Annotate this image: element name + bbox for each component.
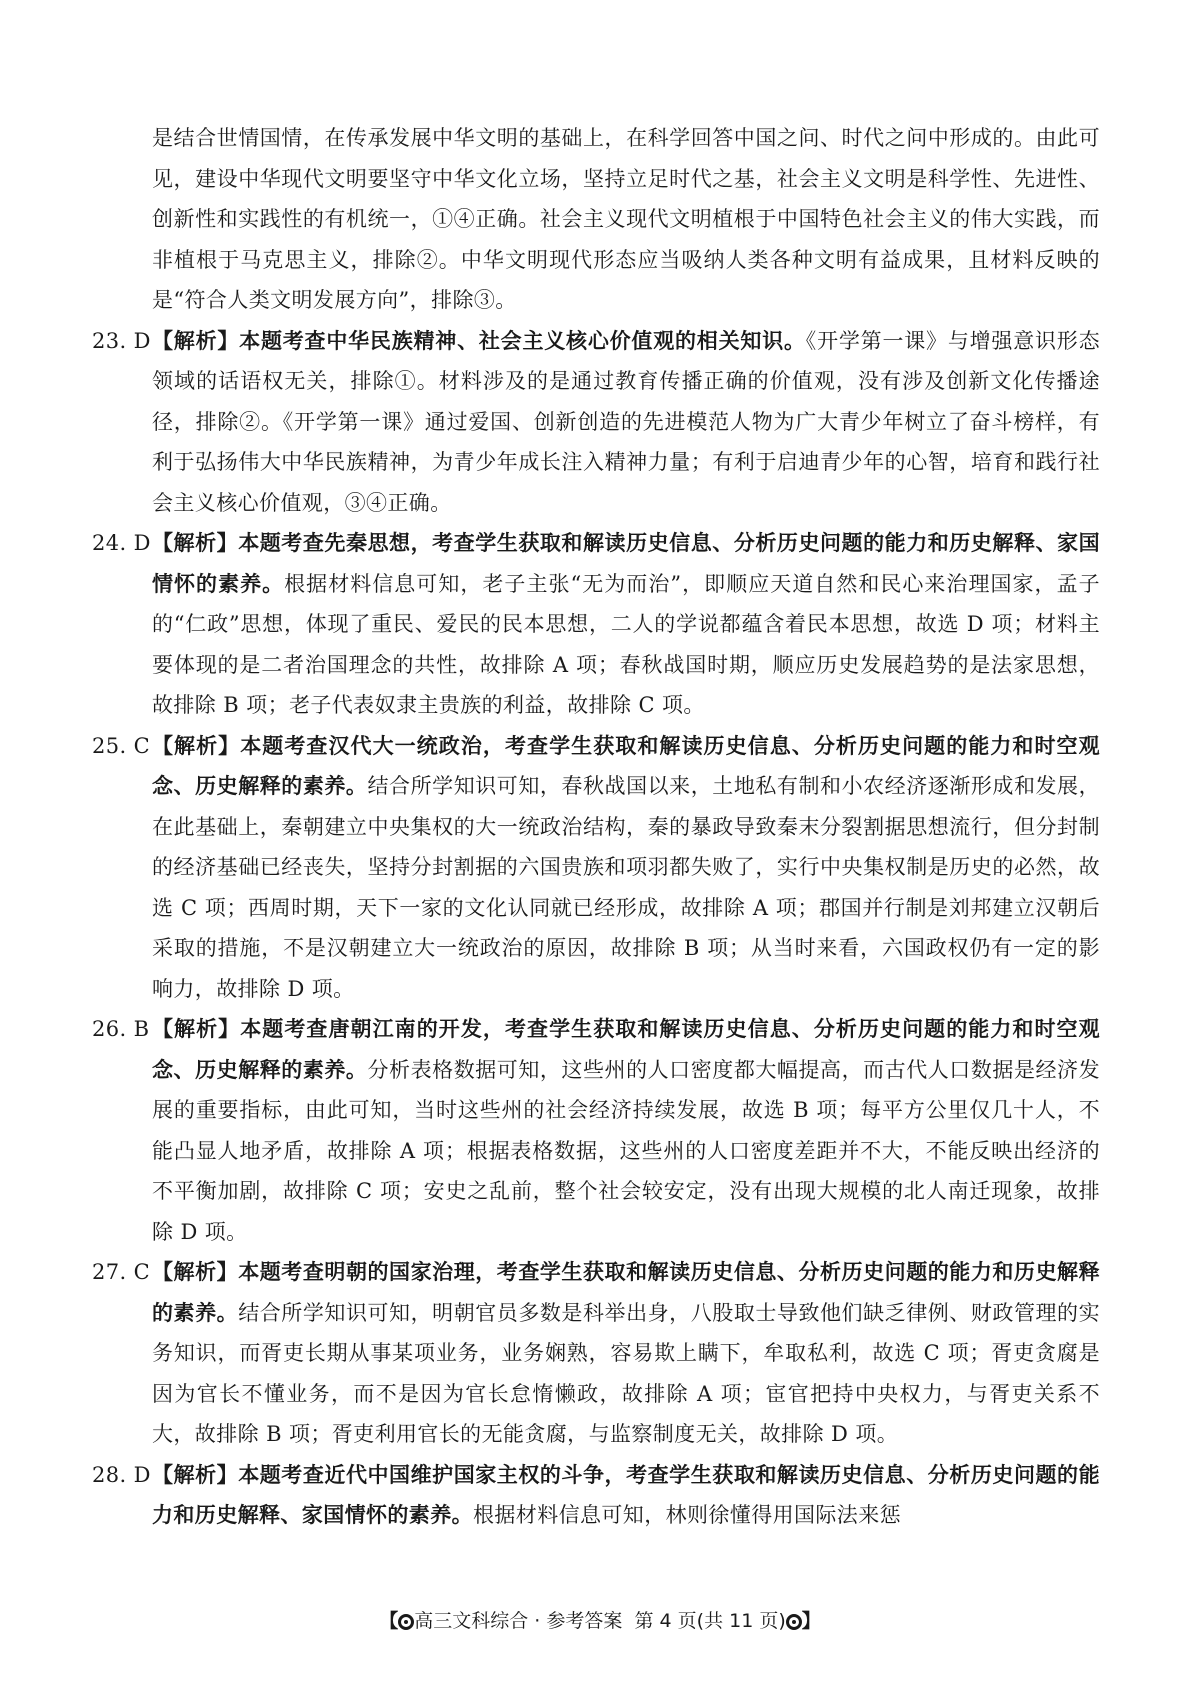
analysis-lead: 本题考查明朝的国家治理，考查学生获取和解读历史信息、分析历史问题的能力和历史解释的素养。 (152, 1260, 1100, 1325)
answer-number: 26. B (92, 1017, 150, 1041)
answer-item (92, 1455, 1100, 1536)
analysis-body: 《开学第一课》与增强意识形态领域的话语权无关，排除①。材料涉及的是通过教育传播正确的价值观，没有涉及创新文化传播途径，排除②。《开学第一课》通过爱国、创新创造的先进模范人物为广大青少年树立了奋斗榜样，有利于弘扬伟大中华民族精神，为青少年成长注入精神力量；有利于启迪青少年的心智，培育和践行社会主义核心价值观，③④正确。 (152, 328, 1100, 515)
continuation-paragraph: 是结合世情国情，在传承发展中华文明的基础上，在科学回答中国之问、时代之问中形成的。由此可见，建设中华现代文明要坚守中华文化立场，坚持立足时代之基，社会主义文明是科学性、先进性、创新性和实践性的有机统一，①④正确。社会主义现代文明植根于中国特色社会主义的伟大实践，而非植根于马克思主义，排除②。中华文明现代形态应当吸纳人类各种文明有益成果，且材料反映的是“符合人类文明发展方向”，排除③。 (152, 126, 1100, 312)
answer-item (92, 1252, 1100, 1455)
footer-page-info: 第 4 页(共 11 页) (634, 1610, 786, 1632)
analysis-body: 分析表格数据可知，这些州的人口密度都大幅提高，而古代人口数据是经济发展的重要指标，由此可知，当时这些州的社会经济持续发展，故选 B 项；每平方公里仅几十人，不能凸显人地矛盾，故排除 A 项；根据表格数据，这些州的人口密度差距并不大，不能反映出经济的不平衡加剧，故排除 C 项；安史之乱前，整个社会较安定，没有出现大规模的北人南迁现象，故排除 D 项。 (152, 1057, 1101, 1244)
answer-items (92, 321, 1101, 1536)
answer-item (92, 523, 1100, 726)
analysis-body: 结合所学知识可知，春秋战国以来，土地私有制和小农经济逐渐形成和发展，在此基础上，秦朝建立中央集权的大一统政治结构，秦的暴政导致秦末分裂割据思想流行，但分封制的经济基础已经丧失，坚持分封割据的六国贵族和项羽都失败了，实行中央集权制是历史的必然，故选 C 项；西周时期，天下一家的文化认同就已经形成，故排除 A 项；郡国并行制是刘邦建立汉朝后采取的措施，不是汉朝建立大一统政治的原因，故排除 B 项；从当时来看，六国政权仍有一定的影响力，故排除 D 项。 (152, 774, 1101, 1001)
answer-number: 28. D (92, 1462, 151, 1487)
analysis-lead: 本题考查中华民族精神、社会主义核心价值观的相关知识。 (239, 328, 806, 353)
analysis-lead: 本题考查汉代大一统政治，考查学生获取和解读历史信息、分析历史问题的能力和时空观念、历史解释的素养。 (152, 733, 1100, 798)
analysis-tag: 【解析】 (152, 328, 240, 353)
footer-open-bracket: 【 (379, 1610, 399, 1632)
analysis-body: 根据材料信息可知，林则徐懂得用国际法来惩 (473, 1503, 901, 1527)
analysis-lead: 本题考查近代中国维护国家主权的斗争，考查学生获取和解读历史信息、分析历史问题的能力和历史解释、家国情怀的素养。 (152, 1462, 1100, 1527)
answer-item (92, 321, 1100, 524)
analysis-tag: 【解析】 (152, 1017, 241, 1041)
footer-close-bracket: 】 (801, 1610, 821, 1632)
answer-item (92, 726, 1101, 1010)
answer-number: 27. C (92, 1260, 151, 1284)
answer-number: 25. C (92, 733, 151, 758)
analysis-body: 结合所学知识可知，明朝官员多数是科举出身，八股取士导致他们缺乏律例、财政管理的实务知识，而胥吏长期从事某项业务，业务娴熟，容易欺上瞒下，牟取私利，故选 C 项；胥吏贪腐是因为官长不懂业务，而不是因为官长怠惰懒政，故排除 A 项；宦官把持中央权力，与胥吏关系不大，故排除 B 项；胥吏利用官长的无能贪腐，与监察制度无关，故排除 D 项。 (152, 1300, 1100, 1446)
answer-content (92, 118, 1101, 1536)
answer-number: 24. D (92, 531, 151, 555)
answer-item (92, 1009, 1101, 1252)
analysis-tag: 【解析】 (152, 733, 241, 758)
page-footer (0, 1606, 1200, 1633)
analysis-tag: 【解析】 (152, 531, 239, 555)
analysis-tag: 【解析】 (152, 1260, 239, 1284)
analysis-lead: 本题考查唐朝江南的开发，考查学生获取和解读历史信息、分析历史问题的能力和时空观念、历史解释的素养。 (152, 1017, 1100, 1082)
target-logo-icon (398, 1614, 414, 1630)
answer-number: 23. D (92, 328, 151, 353)
analysis-body: 根据材料信息可知，老子主张“无为而治”，即顺应天道自然和民心来治理国家，孟子的“仁政”思想，体现了重民、爱民的民本思想，二人的学说都蕴含着民本思想，故选 D 项；材料主要体现的是二者治国理念的共性，故排除 A 项；春秋战国时期，顺应历史发展趋势的是法家思想，故排除 B 项；老子代表奴隶主贵族的利益，故排除 C 项。 (152, 571, 1100, 717)
analysis-lead: 本题考查先秦思想，考查学生获取和解读历史信息、分析历史问题的能力和历史解释、家国情怀的素养。 (152, 531, 1100, 596)
target-logo-icon (786, 1614, 802, 1630)
footer-title: 高三文科综合 · 参考答案 (414, 1610, 623, 1632)
analysis-tag: 【解析】 (152, 1462, 239, 1487)
